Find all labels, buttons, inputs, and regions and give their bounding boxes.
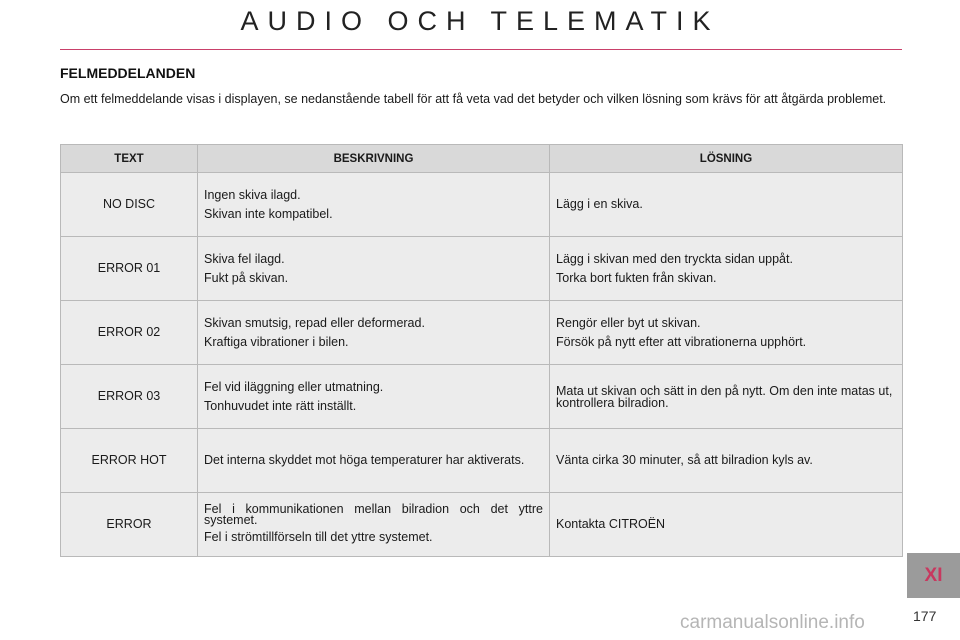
- solution-cell: [550, 493, 903, 557]
- description-line: Tonhuvudet inte rätt inställt.: [204, 398, 357, 413]
- solution-cell: [550, 237, 903, 301]
- section-heading: FELMEDDELANDEN: [60, 65, 196, 81]
- description-line: Kraftiga vibrationer i bilen.: [204, 334, 349, 349]
- description-cell: [198, 237, 550, 301]
- description-line: Fel i strömtillförseln till det yttre systemet.: [204, 530, 433, 544]
- description-line: Skivan inte kompatibel.: [204, 206, 333, 221]
- error-code: ERROR 02: [61, 301, 198, 365]
- error-code: NO DISC: [61, 173, 198, 237]
- chapter-tab: XI: [907, 553, 960, 598]
- table-row: [61, 365, 903, 429]
- column-header-text: TEXT: [61, 145, 198, 173]
- table-header-row: [61, 145, 903, 173]
- description-line: Det interna skyddet mot höga temperaturer har aktiverats.: [204, 453, 525, 467]
- description-cell: [198, 301, 550, 365]
- description-cell: [198, 365, 550, 429]
- solution-cell: [550, 365, 903, 429]
- title-divider: [60, 49, 902, 50]
- solution-line: Rengör eller byt ut skivan.: [556, 315, 701, 330]
- error-code: ERROR 01: [61, 237, 198, 301]
- solution-line: Lägg i en skiva.: [556, 197, 643, 211]
- description-line: Ingen skiva ilagd.: [204, 187, 301, 202]
- solution-line: Försök på nytt efter att vibrationerna upphört.: [556, 334, 807, 349]
- solution-cell: [550, 301, 903, 365]
- solution-line: Vänta cirka 30 minuter, så att bilradion kyls av.: [556, 453, 813, 467]
- table-row: [61, 429, 903, 493]
- description-line: Skivan smutsig, repad eller deformerad.: [204, 315, 425, 330]
- solution-line: Mata ut skivan och sätt in den på nytt. Om den inte matas ut, kontrollera bilradion.: [556, 383, 893, 410]
- table-row: [61, 493, 903, 557]
- solution-cell: [550, 173, 903, 237]
- page-number: 177: [913, 608, 937, 624]
- column-header-description: BESKRIVNING: [198, 145, 550, 173]
- description-cell: [198, 429, 550, 493]
- table-row: [61, 301, 903, 365]
- description-cell: [198, 493, 550, 557]
- page-title: AUDIO OCH TELEMATIK: [240, 6, 720, 36]
- table-row: [61, 173, 903, 237]
- intro-paragraph: Om ett felmeddelande visas i displayen, se nedanstående tabell för att få veta vad det betyder och vilken lösning som krävs för att åtgärda problemet.: [60, 92, 887, 106]
- description-line: Fel i kommunikationen mellan bilradion och det yttre systemet.: [204, 502, 543, 527]
- error-code: ERROR 03: [61, 365, 198, 429]
- solution-line: Lägg i skivan med den tryckta sidan uppåt.: [556, 251, 793, 266]
- solution-line: Torka bort fukten från skivan.: [556, 270, 717, 285]
- table-row: [61, 237, 903, 301]
- description-line: Skiva fel ilagd.: [204, 251, 285, 266]
- description-line: Fukt på skivan.: [204, 270, 289, 285]
- description-line: Fel vid iläggning eller utmatning.: [204, 379, 384, 394]
- error-code: ERROR HOT: [61, 429, 198, 493]
- column-header-solution: LÖSNING: [550, 145, 903, 173]
- error-message-table: [60, 144, 903, 557]
- solution-cell: [550, 429, 903, 493]
- error-code: ERROR: [61, 493, 198, 557]
- solution-line: Kontakta CITROËN: [556, 517, 666, 531]
- description-cell: [198, 173, 550, 237]
- watermark: carmanualsonline.info: [680, 612, 865, 633]
